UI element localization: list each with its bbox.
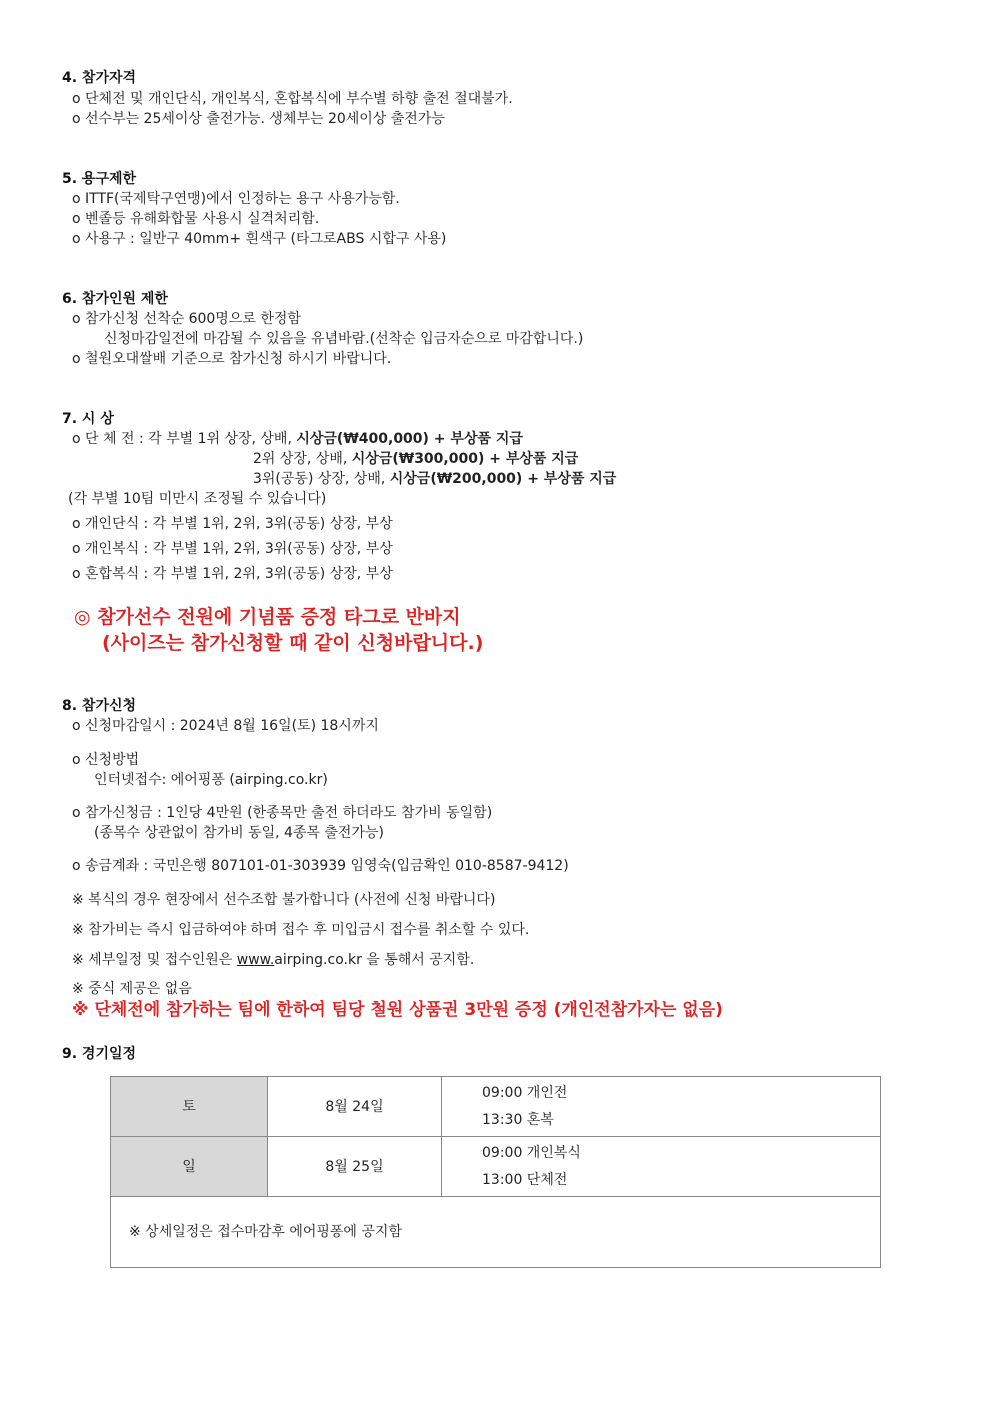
s7-team-note: (각 부별 10팀 미만시 조정될 수 있습니다): [68, 491, 327, 507]
s7-team-2nd-prize: 시상금(₩300,000) + 부상품 지급: [351, 451, 579, 467]
schedule-event: 09:00 개인전: [482, 1084, 568, 1101]
section-9-title: 9. 경기일정: [62, 1046, 137, 1062]
s4-line-1: o 단체전 및 개인단식, 개인복식, 혼합복식에 부수별 하향 출전 절대불가.: [72, 91, 513, 107]
schedule-note-row: [111, 1197, 881, 1268]
s8-method: o 신청방법: [72, 752, 140, 768]
schedule-row: [111, 1137, 881, 1197]
s8-note-2: ※ 참가비는 즉시 입금하여야 하며 접수 후 미입금시 접수를 취소할 수 있다.: [72, 922, 530, 938]
schedule-date: 8월 25일: [268, 1137, 442, 1197]
s8-note-3-suffix: airping.co.kr 을 통해서 공지함.: [274, 952, 475, 968]
s8-note-4: ※ 중식 제공은 없음: [72, 981, 192, 997]
section-6-title: 6. 참가인원 제한: [62, 291, 168, 307]
s6-line-2: 신청마감일전에 마감될 수 있음을 유념바람.(선착순 입금자순으로 마감합니다.): [104, 331, 584, 347]
s7-team-2nd: [253, 449, 578, 469]
s5-line-2: o 벤졸등 유해화합물 사용시 실격처리함.: [72, 211, 320, 227]
s8-note-5: ※ 단체전에 참가하는 팀에 한하여 팀당 철원 상품권 3만원 증정 (개인전참가자는 없음): [72, 1000, 723, 1020]
section-4-title: 4. 참가자격: [62, 70, 137, 86]
schedule-date: 8월 24일: [268, 1077, 442, 1137]
schedule-event: 13:00 단체전: [482, 1171, 568, 1188]
schedule-table: [110, 1076, 881, 1268]
s7-team-2nd-label: 2위 상장, 상배,: [253, 451, 352, 467]
s7-gift-line-1: ◎ 참가선수 전원에 기념품 증정 타그로 반바지: [74, 606, 461, 628]
s8-note-3-prefix: ※ 세부일정 및 접수인원은: [72, 952, 237, 968]
s8-fee: o 참가신청금 : 1인당 4만원 (한종목만 출전 하더라도 참가비 동일함): [72, 805, 493, 821]
s5-line-1: o ITTF(국제탁구연맹)에서 인정하는 용구 사용가능함.: [72, 191, 400, 207]
s7-team-3rd-prize: 시상금(₩200,000) + 부상품 지급: [389, 471, 617, 487]
s7-mixed: o 혼합복식 : 각 부별 1위, 2위, 3위(공동) 상장, 부상: [72, 566, 393, 582]
s8-note-3: [72, 950, 474, 970]
schedule-day: 일: [111, 1137, 268, 1197]
s7-singles: o 개인단식 : 각 부별 1위, 2위, 3위(공동) 상장, 부상: [72, 516, 393, 532]
s7-doubles: o 개인복식 : 각 부별 1위, 2위, 3위(공동) 상장, 부상: [72, 541, 393, 557]
schedule-event: 09:00 개인복식: [482, 1144, 581, 1161]
s7-team-1st-prize: 시상금(₩400,000) + 부상품 지급: [296, 431, 523, 447]
s6-line-1: o 참가신청 선착순 600명으로 한정함: [72, 311, 301, 327]
section-5-title: 5. 용구제한: [62, 171, 137, 187]
s7-team-1st-label: o 단 체 전 : 각 부별 1위 상장, 상배,: [72, 431, 297, 447]
s8-method-detail: 인터넷접수: 에어핑퐁 (airping.co.kr): [94, 772, 328, 788]
schedule-day: 토: [111, 1077, 268, 1137]
s8-fee-detail: (종목수 상관없이 참가비 동일, 4종목 출전가능): [94, 825, 384, 841]
s8-account: o 송금계좌 : 국민은행 807101-01-303939 임영숙(입금확인 010-8587-9412): [72, 858, 569, 874]
schedule-events: [442, 1137, 881, 1197]
schedule-row: [111, 1077, 881, 1137]
s6-line-3: o 철원오대쌀배 기준으로 참가신청 하시기 바랍니다.: [72, 351, 392, 367]
s7-team-1st: [72, 429, 523, 449]
schedule-event: 13:30 혼복: [482, 1111, 554, 1128]
schedule-events: [442, 1077, 881, 1137]
s7-team-3rd-label: 3위(공동) 상장, 상배,: [253, 471, 390, 487]
s7-gift-line-2: (사이즈는 참가신청할 때 같이 신청바랍니다.): [102, 632, 484, 654]
section-8-title: 8. 참가신청: [62, 698, 137, 714]
s8-note-1: ※ 복식의 경우 현장에서 선수조합 불가합니다 (사전에 신청 바랍니다): [72, 892, 496, 908]
s8-deadline: o 신청마감일시 : 2024년 8월 16일(토) 18시까지: [72, 718, 379, 734]
s5-line-3: o 사용구 : 일반구 40mm+ 흰색구 (타그로ABS 시합구 사용): [72, 231, 447, 247]
schedule-note: ※ 상세일정은 접수마감후 에어핑퐁에 공지함: [111, 1197, 881, 1268]
s4-line-2: o 선수부는 25세이상 출전가능. 생체부는 20세이상 출전가능: [72, 111, 445, 127]
s7-team-3rd: [253, 469, 616, 489]
section-7-title: 7. 시 상: [62, 411, 114, 427]
airping-link[interactable]: www.: [236, 952, 275, 968]
